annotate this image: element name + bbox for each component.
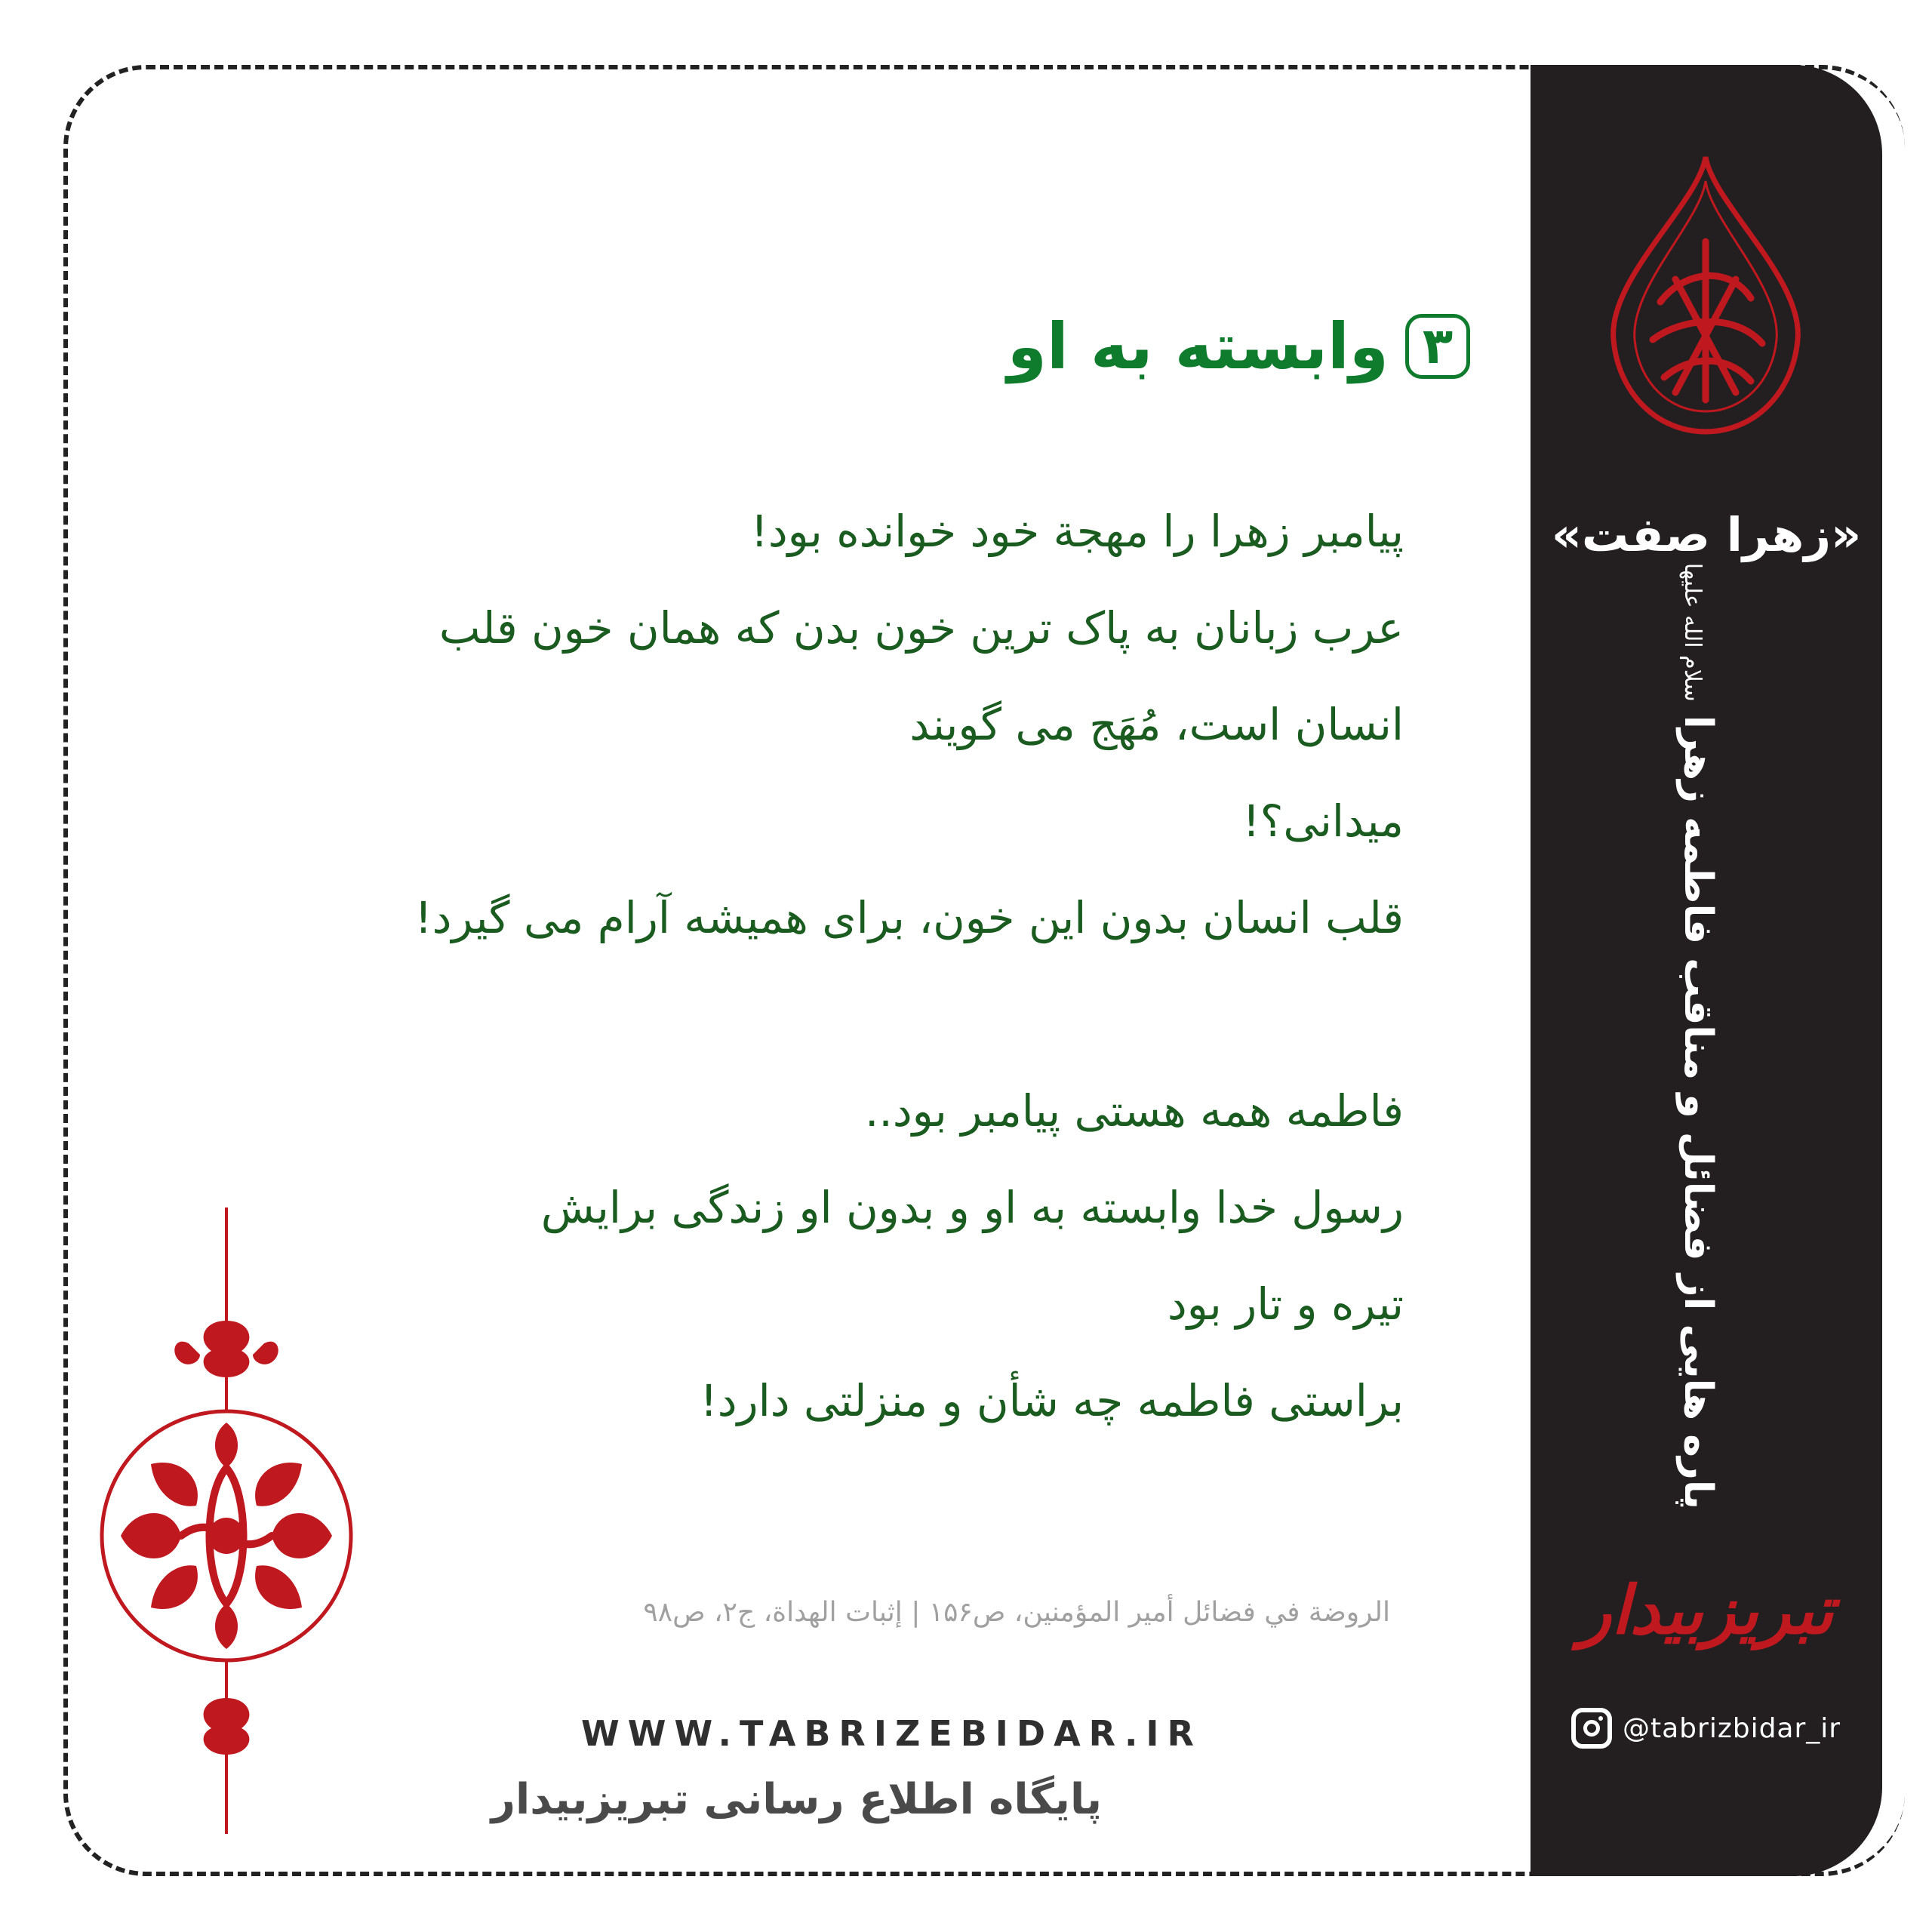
- body-line: تیره و تار بود: [1167, 1278, 1404, 1330]
- body-line: فاطمه همه هستی پیامبر بود..: [864, 1085, 1404, 1137]
- website-url[interactable]: WWW.TABRIZEBIDAR.IR: [581, 1713, 1202, 1754]
- subtitle-honorific: سلام الله علیها: [1679, 562, 1706, 702]
- body-line: قلب انسان بدون این خون، برای همیشه آرام می گیرد!: [414, 892, 1404, 943]
- portal-name: پایگاه اطلاع رسانی تبریزبیدار: [491, 1775, 1102, 1824]
- body-line: براستی فاطمه چه شأن و منزلتی دارد!: [700, 1375, 1404, 1426]
- heading-number-badge: ۳: [1405, 314, 1470, 379]
- paragraph-gap: [226, 966, 1404, 1063]
- instagram-link[interactable]: [1571, 1704, 1841, 1752]
- body-line: انسان است، مُهَج می گویند: [909, 699, 1404, 750]
- brand-logo: تبریزبیدار: [1579, 1571, 1834, 1649]
- body-line: میدانی؟!: [1242, 795, 1404, 847]
- calligraphy-teardrop-logo: [1600, 151, 1811, 438]
- instagram-icon: [1571, 1708, 1612, 1749]
- section-heading: [1008, 309, 1470, 383]
- source-citation: الروضة في فضائل أمير المؤمنين، ص۱۵۶ | إثبات الهداة، ج۲، ص۹۸: [643, 1597, 1390, 1628]
- body-line: عرب زبانان به پاک ترین خون بدن که همان خون قلب: [438, 602, 1404, 654]
- body-line: رسول خدا وابسته به او و بدون او زندگی برایش: [540, 1182, 1404, 1233]
- red-arabesque-ornament: [91, 1208, 362, 1834]
- sidebar-subtitle: [1660, 562, 1721, 1509]
- body-line: پیامبر زهرا را مهجة خود خوانده بود!: [750, 506, 1404, 557]
- heading-title: وابسته به او: [1007, 309, 1389, 383]
- instagram-handle: @tabrizbidar_ir: [1623, 1712, 1841, 1744]
- body-text: [226, 483, 1404, 1449]
- sidebar-title: «زهرا صفت»: [1551, 507, 1862, 562]
- subtitle-text: پاره هایی از فضائل و مناقب فاطمه زهرا: [1675, 715, 1721, 1509]
